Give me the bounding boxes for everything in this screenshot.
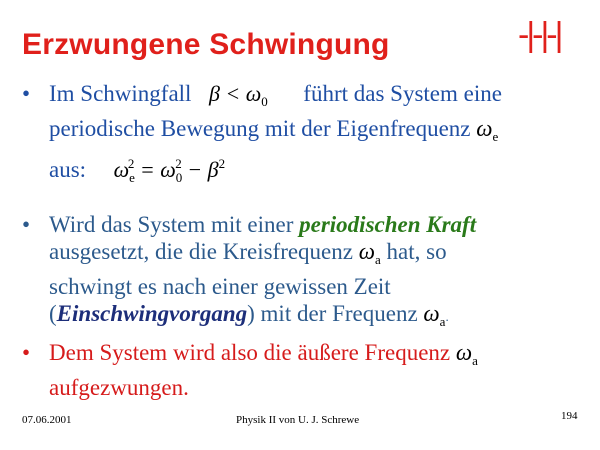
condition-formula: $\beta < \omega_0$ — [208, 81, 268, 109]
footer-date: 07.06.2001 — [22, 414, 72, 426]
bullet-3-line-2: aufgezwungen. — [49, 375, 189, 400]
bullet-2-line-4: (Einschwingvorgang) mit der Frequenz $\omega_a$. — [49, 301, 449, 329]
page-number: 194 — [561, 410, 578, 422]
bullet-1-line-2: periodische Bewegung mit der Eigenfrequenz $\omega_e$ — [49, 116, 499, 144]
omega-a-symbol: $\omega_a$ — [358, 239, 381, 267]
bullet-2-line-2: ausgesetzt, die die Kreisfrequenz $\omega_a$ hat, so — [49, 239, 447, 267]
bullet-dot: • — [22, 340, 31, 365]
omega-e-symbol: $\omega_e$ — [476, 116, 499, 144]
bullet-1-line-3: aus: $\omega_e^2 = \omega_0^2 - \beta^2$ — [49, 156, 226, 185]
slide-title: Erzwungene Schwingung — [22, 28, 390, 61]
bullet-3 — [22, 339, 587, 401]
emphasis-periodic-force: periodischen Kraft — [299, 212, 477, 237]
omega-a-symbol: $\omega_a$ — [455, 340, 478, 368]
bullet-dot: • — [22, 212, 31, 237]
eigenfrequency-formula: $\omega_e^2 = \omega_0^2 - \beta^2$ — [113, 156, 226, 185]
bullet-2-line-1: Wird das System mit einer periodischen Kraft — [49, 212, 477, 237]
omega-a-symbol: $\omega_a$ — [423, 301, 446, 329]
fh-logo: -|-|-| — [518, 16, 561, 54]
bullet-1 — [22, 80, 587, 191]
emphasis-transient: Einschwingvorgang — [56, 301, 248, 326]
bullet-2 — [22, 211, 587, 335]
bullet-dot: • — [22, 81, 31, 106]
bullet-1-line-1: Im Schwingfall $\beta < \omega_0$ führt das System eine — [49, 81, 502, 109]
bullet-3-line-1: Dem System wird also die äußere Frequenz $\omega_a$ — [49, 340, 478, 368]
bullet-list — [22, 80, 587, 401]
bullet-2-line-3: schwingt es nach einer gewissen Zeit — [49, 274, 391, 299]
footer-title: Physik II von U. J. Schrewe — [236, 414, 360, 426]
